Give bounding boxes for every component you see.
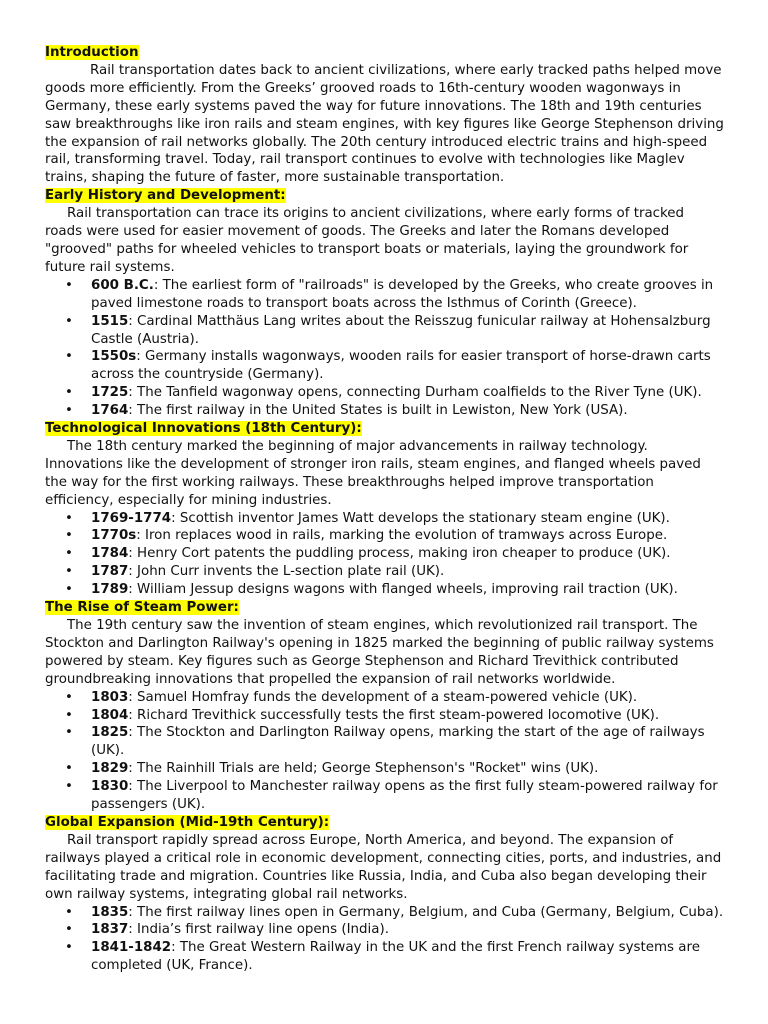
- item-text: : Cardinal Matthäus Lang writes about the Reisszug funicular railway at Hohensalzburg Castle (Austria).: [91, 313, 711, 347]
- section-heading: Introduction: [45, 45, 139, 60]
- section-heading: Technological Innovations (18th Century):: [45, 421, 362, 437]
- item-date: 1830: [91, 779, 129, 795]
- list-item: [45, 510, 725, 528]
- section-technological-innovations: [45, 420, 725, 599]
- list-item: [45, 581, 725, 599]
- list-item: [45, 778, 725, 814]
- item-text: : John Curr invents the L-section plate rail (UK).: [128, 564, 445, 580]
- list-item: [45, 527, 725, 545]
- list-item: [45, 939, 725, 975]
- item-text: : The Stockton and Darlington Railway opens, marking the start of the age of railways (UK).: [91, 725, 705, 759]
- item-text: : Richard Trevithick successfully tests the first steam-powered locomotive (UK).: [128, 707, 660, 723]
- item-text: : India’s first railway line opens (India).: [128, 922, 389, 938]
- list-item: [45, 563, 725, 581]
- item-text: : Samuel Homfray funds the development of a steam-powered vehicle (UK).: [128, 689, 638, 705]
- item-date: 1725: [91, 385, 129, 401]
- item-date: 1841-1842: [91, 940, 172, 956]
- item-date: 1829: [91, 761, 129, 777]
- section-paragraph: Rail transport rapidly spread across Europe, North America, and beyond. The expansion of railways played a critical role in economic development, connecting cities, ports, and industries, and facilitating trade and migration. Countries like Russia, India, and Cuba also began developing their own railway systems, integrating global rail networks.: [45, 832, 722, 902]
- item-text: : The Liverpool to Manchester railway opens as the first fully steam-powered railway for passengers (UK).: [91, 779, 718, 813]
- item-date: 1770s: [91, 528, 137, 544]
- section-early-history: [45, 187, 725, 420]
- section-paragraph: Rail transportation dates back to ancient civilizations, where early tracked paths helped move goods more efficiently. From the Greeks’ grooved roads to 16th-century wooden wagonways in Germany, these early systems paved the way for future innovations. The 18th and 19th centuries saw breakthroughs like iron rails and steam engines, with key figures like George Stephenson driving the expansion of rail networks globally. The 20th century introduced electric trains and high-speed rail, transforming travel. Today, rail transport continues to evolve with technologies like Maglev trains, shaping the future of faster, more sustainable transportation.: [45, 62, 724, 186]
- section-steam-power: [45, 599, 725, 814]
- item-text: : Germany installs wagonways, wooden rails for easier transport of horse-drawn carts across the countryside (Germany).: [91, 349, 711, 383]
- item-date: 1515: [91, 313, 129, 329]
- list-item: [45, 313, 725, 349]
- item-text: : The Great Western Railway in the UK and the first French railway systems are completed (UK, France).: [91, 940, 700, 974]
- item-text: : Scottish inventor James Watt develops the stationary steam engine (UK).: [171, 510, 670, 526]
- section-paragraph: The 18th century marked the beginning of major advancements in railway technology. Innovations like the development of stronger iron rails, steam engines, and flanged wheels paved the way for the first working railways. These breakthroughs helped improve transportation efficiency, especially for mining industries.: [45, 438, 701, 508]
- section-introduction: [45, 44, 725, 187]
- section-heading: The Rise of Steam Power:: [45, 600, 239, 616]
- item-date: 1837: [91, 922, 129, 938]
- item-date: 600 B.C.: [91, 277, 154, 293]
- timeline-list: [45, 689, 725, 814]
- section-paragraph: Rail transportation can trace its origins to ancient civilizations, where early forms of tracked roads were used for easier movement of goods. The Greeks and later the Romans developed "grooved" paths for wheeled vehicles to transport boats or materials, laying the groundwork for future rail systems.: [45, 206, 689, 275]
- section-heading: Early History and Development:: [45, 188, 286, 204]
- list-item: [45, 904, 725, 922]
- item-text: : The earliest form of "railroads" is developed by the Greeks, who create grooves in paved limestone roads to transport boats across the Isthmus of Corinth (Greece).: [91, 277, 714, 311]
- item-date: 1789: [91, 582, 129, 598]
- section-paragraph: The 19th century saw the invention of steam engines, which revolutionized rail transport. The Stockton and Darlington Railway's opening in 1825 marked the beginning of public railway systems powered by steam. Key figures such as George Stephenson and Richard Trevithick contributed groundbreaking innovations that propelled the expansion of rail networks worldwide.: [45, 618, 714, 687]
- section-global-expansion: [45, 814, 725, 975]
- item-text: : The Rainhill Trials are held; George Stephenson's "Rocket" wins (UK).: [128, 761, 599, 777]
- document-page: [45, 44, 725, 975]
- list-item: [45, 689, 725, 707]
- list-item: [45, 760, 725, 778]
- timeline-list: [45, 904, 725, 976]
- item-text: : The Tanfield wagonway opens, connecting Durham coalfields to the River Tyne (UK).: [128, 385, 702, 401]
- item-text: : William Jessup designs wagons with flanged wheels, improving rail traction (UK).: [128, 582, 678, 598]
- item-date: 1803: [91, 689, 129, 705]
- list-item: [45, 384, 725, 402]
- timeline-list: [45, 510, 725, 600]
- item-date: 1787: [91, 564, 129, 580]
- item-date: 1764: [91, 403, 129, 419]
- section-heading: Global Expansion (Mid-19th Century):: [45, 814, 330, 830]
- list-item: [45, 724, 725, 760]
- list-item: [45, 921, 725, 939]
- list-item: [45, 277, 725, 313]
- list-item: [45, 707, 725, 725]
- item-text: : Iron replaces wood in rails, marking the evolution of tramways across Europe.: [136, 528, 668, 544]
- list-item: [45, 402, 725, 420]
- item-date: 1804: [91, 707, 129, 723]
- item-date: 1550s: [91, 349, 137, 365]
- list-item: [45, 348, 725, 384]
- item-date: 1769-1774: [91, 510, 172, 526]
- item-date: 1835: [91, 904, 129, 920]
- list-item: [45, 545, 725, 563]
- item-date: 1784: [91, 546, 129, 562]
- item-text: : The first railway in the United States is built in Lewiston, New York (USA).: [128, 403, 628, 419]
- item-text: : The first railway lines open in Germany, Belgium, and Cuba (Germany, Belgium, Cuba).: [128, 904, 724, 920]
- item-date: 1825: [91, 725, 129, 741]
- item-text: : Henry Cort patents the puddling process, making iron cheaper to produce (UK).: [128, 546, 671, 562]
- timeline-list: [45, 277, 725, 420]
